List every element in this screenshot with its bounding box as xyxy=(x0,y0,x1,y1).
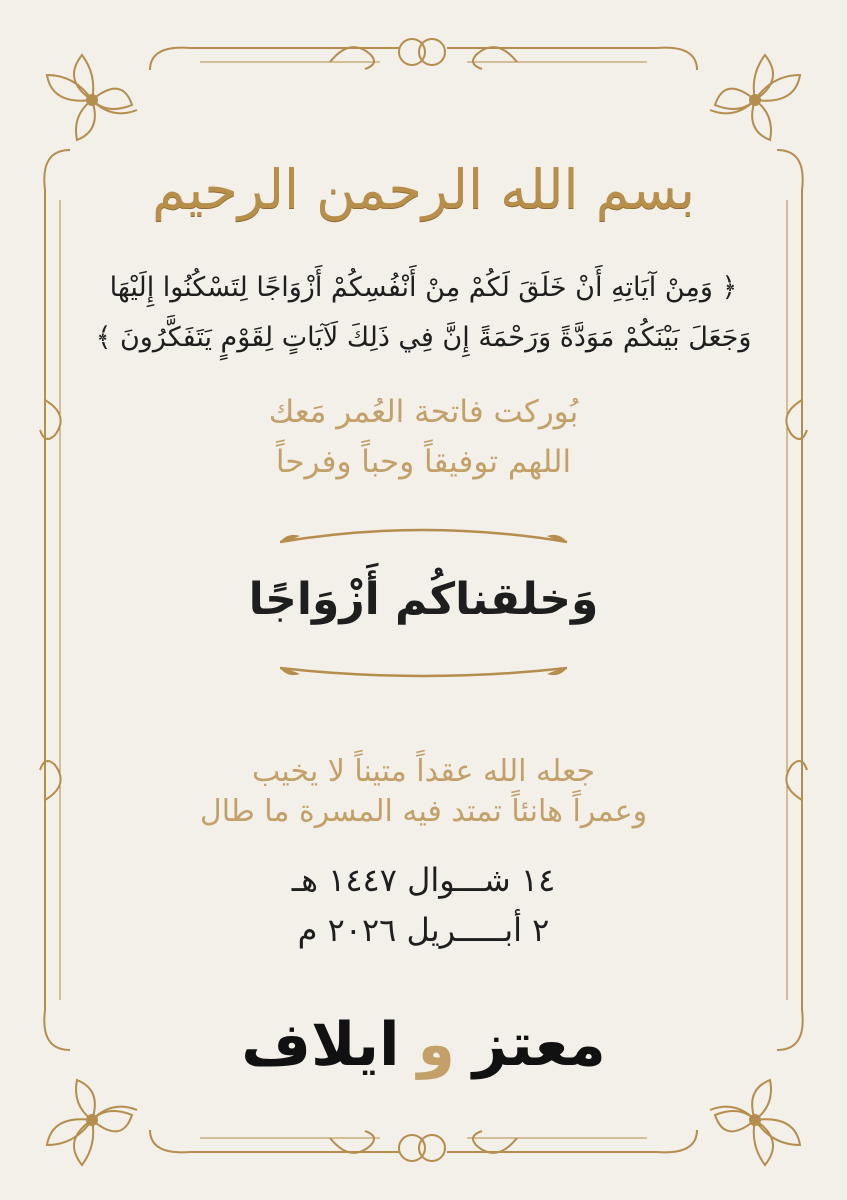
top-divider-ornament xyxy=(270,522,577,562)
bottom-divider-ornament xyxy=(270,648,577,688)
groom-name: معتز xyxy=(472,1010,606,1080)
bride-name: ايلاف xyxy=(241,1010,400,1080)
headline-verse: وَخلقناكُم أَزْوَاجًا xyxy=(248,574,599,625)
couple-names xyxy=(60,1005,787,1085)
quran-verse-line-1: ﴿ وَمِنْ آيَاتِهِ أَنْ خَلَقَ لَكُمْ مِنْ أَنْفُسِكُمْ أَزْوَاجًا لِتَسْكُنُوا إِلَيْهَا xyxy=(109,272,738,303)
blessing-line-1: بُوركت فاتحة العُمر مَعك xyxy=(268,394,579,430)
blessing-line-2: اللهم توفيقاً وحباً وفرحاً xyxy=(275,444,572,480)
quran-verse-line-2: وَجَعَلَ بَيْنَكُمْ مَوَدَّةً وَرَحْمَةً إِنَّ فِي ذَلِكَ لَآيَاتٍ لِقَوْمٍ يَتَفَكَّرُونَ ﴾ xyxy=(95,322,752,353)
basmala-calligraphy: بسم الله الرحمن الرحيم xyxy=(152,158,695,221)
wish-line-2: وعمراً هانئاً تمتد فيه المسرة ما طال xyxy=(199,794,648,829)
hijri-date: ١٤ شـــوال ١٤٤٧ هـ xyxy=(291,861,556,899)
gregorian-date: ٢ أبـــــريل ٢٠٢٦ م xyxy=(297,911,550,949)
wish-line-1: جعله الله عقداً متيناً لا يخيب xyxy=(251,754,596,789)
names-connector: و xyxy=(417,1010,455,1080)
